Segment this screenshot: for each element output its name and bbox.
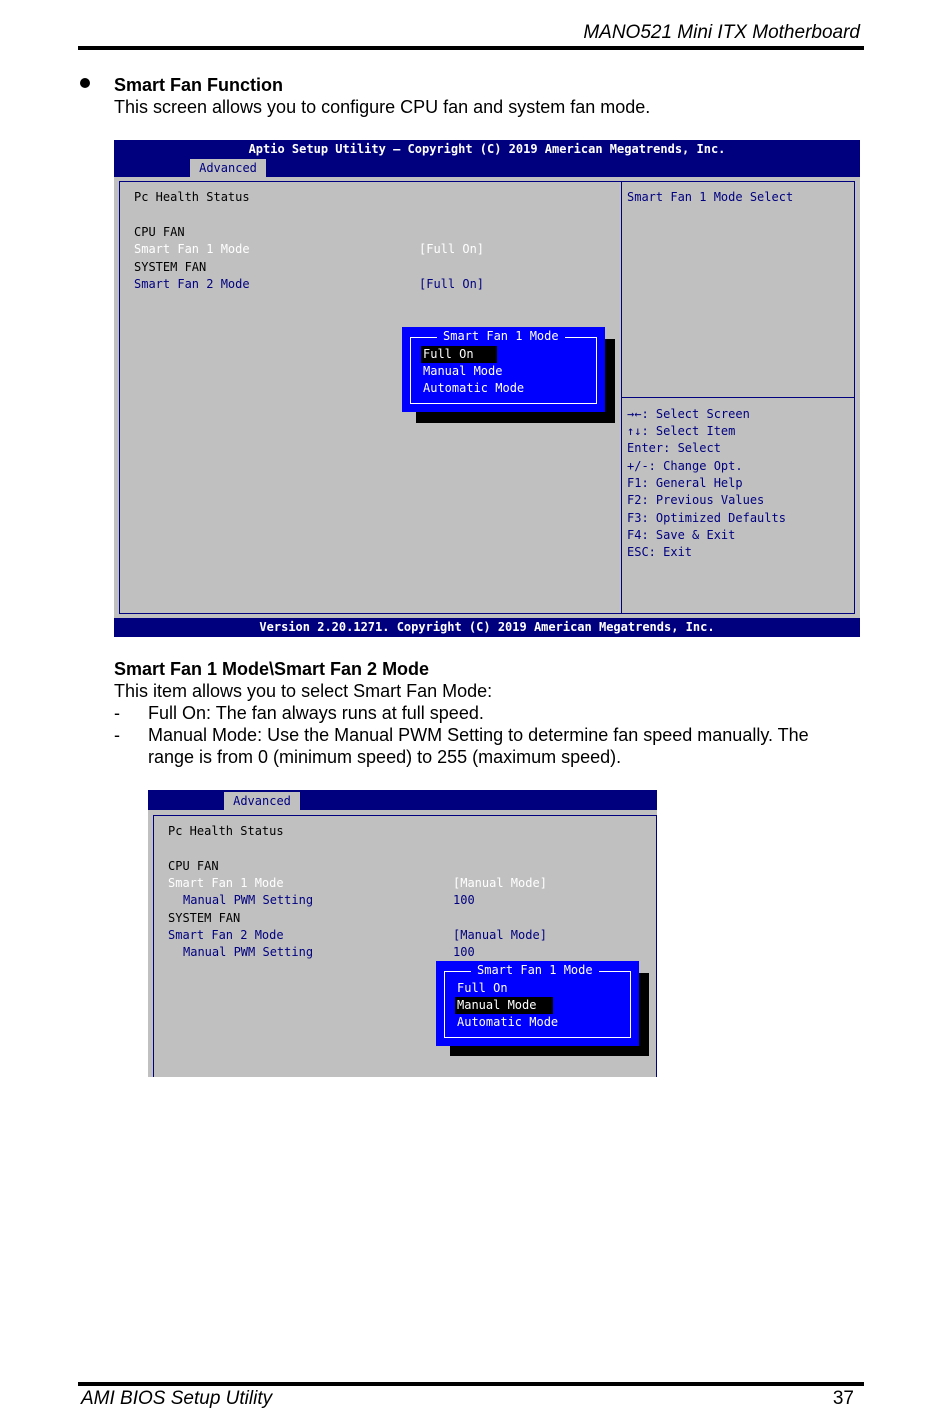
page-number: 37 xyxy=(832,1388,854,1409)
popup-option-manual-mode[interactable]: Manual Mode xyxy=(423,364,503,378)
smart-fan-2-mode-value[interactable]: [Manual Mode] xyxy=(453,928,547,942)
bullet-icon xyxy=(80,78,90,88)
smart-fan-2-mode-label[interactable]: Smart Fan 2 Mode xyxy=(168,928,284,942)
popup-option-manual-mode[interactable]: Manual Mode xyxy=(455,997,553,1014)
key-help-f4: F4: Save & Exit xyxy=(627,528,736,542)
manual-pwm-setting-2-label[interactable]: Manual PWM Setting xyxy=(183,945,314,959)
key-help-f3: F3: Optimized Defaults xyxy=(627,511,786,525)
smart-fan-1-mode-value[interactable]: [Manual Mode] xyxy=(453,876,547,890)
bios-app-title: Aptio Setup Utility – Copyright (C) 2019 American Megatrends, Inc. xyxy=(248,142,726,156)
popup-option-automatic-mode[interactable]: Automatic Mode xyxy=(457,1015,559,1029)
popup-option-full-on[interactable]: Full On xyxy=(457,981,508,995)
smart-fan-1-mode-label[interactable]: Smart Fan 1 Mode xyxy=(168,876,284,890)
section-title: Smart Fan Function xyxy=(114,75,284,95)
key-help-change: +/-: Change Opt. xyxy=(627,459,743,473)
popup-title: Smart Fan 1 Mode xyxy=(437,328,565,345)
list-item-full-on: Full On: The fan always runs at full speed. xyxy=(148,703,484,723)
row-system-fan: SYSTEM FAN xyxy=(168,911,241,925)
section-description: This screen allows you to configure CPU fan and system fan mode. xyxy=(114,97,651,117)
tab-advanced[interactable]: Advanced xyxy=(190,159,266,177)
tab-advanced[interactable]: Advanced xyxy=(224,792,300,810)
bios-screen-2 xyxy=(148,790,657,1077)
bios-screen-1 xyxy=(114,140,860,637)
row-pc-health-status: Pc Health Status xyxy=(168,824,284,838)
list-item-dash: - xyxy=(114,703,120,723)
list-item-manual-mode: Manual Mode: Use the Manual PWM Setting to determine fan speed manually. The xyxy=(148,725,809,745)
popup-option-automatic-mode[interactable]: Automatic Mode xyxy=(423,381,525,395)
subsection-title: Smart Fan 1 Mode\Smart Fan 2 Mode xyxy=(114,659,430,679)
smart-fan-1-mode-value[interactable]: [Full On] xyxy=(419,242,485,256)
key-help-f1: F1: General Help xyxy=(627,476,743,490)
bios-version-bar: Version 2.20.1271. Copyright (C) 2019 American Megatrends, Inc. xyxy=(114,618,860,637)
row-pc-health-status: Pc Health Status xyxy=(134,190,250,204)
manual-pwm-setting-1-value[interactable]: 100 xyxy=(453,893,475,907)
popup-title: Smart Fan 1 Mode xyxy=(471,962,599,979)
help-title: Smart Fan 1 Mode Select xyxy=(627,190,794,204)
key-help-f2: F2: Previous Values xyxy=(627,493,765,507)
bios-help-divider xyxy=(621,397,854,398)
smart-fan-2-mode-label[interactable]: Smart Fan 2 Mode xyxy=(134,277,250,291)
row-cpu-fan: CPU FAN xyxy=(168,859,219,873)
footer-rule xyxy=(78,1382,864,1386)
smart-fan-1-mode-popup[interactable] xyxy=(402,327,605,412)
header-rule xyxy=(78,46,864,50)
document-footer-title: AMI BIOS Setup Utility xyxy=(81,1388,273,1409)
manual-pwm-setting-2-value[interactable]: 100 xyxy=(453,945,475,959)
key-help-select-item: ↑↓: Select Item xyxy=(627,424,736,438)
key-help-select-screen: →←: Select Screen xyxy=(627,407,750,421)
row-cpu-fan: CPU FAN xyxy=(134,225,185,239)
key-help-enter: Enter: Select xyxy=(627,441,721,455)
list-item-manual-mode-cont: range is from 0 (minimum speed) to 255 (maximum speed). xyxy=(148,747,622,767)
smart-fan-2-mode-value[interactable]: [Full On] xyxy=(419,277,485,291)
row-system-fan: SYSTEM FAN xyxy=(134,260,207,274)
smart-fan-1-mode-label[interactable]: Smart Fan 1 Mode xyxy=(134,242,250,256)
manual-pwm-setting-1-label[interactable]: Manual PWM Setting xyxy=(183,893,314,907)
document-header-title: MANO521 Mini ITX Motherboard xyxy=(583,22,860,43)
smart-fan-1-mode-popup[interactable] xyxy=(436,961,639,1046)
popup-option-full-on[interactable]: Full On xyxy=(421,346,497,363)
subsection-intro: This item allows you to select Smart Fan Mode: xyxy=(114,681,493,701)
list-item-dash: - xyxy=(114,725,120,745)
key-help-esc: ESC: Exit xyxy=(627,545,693,559)
